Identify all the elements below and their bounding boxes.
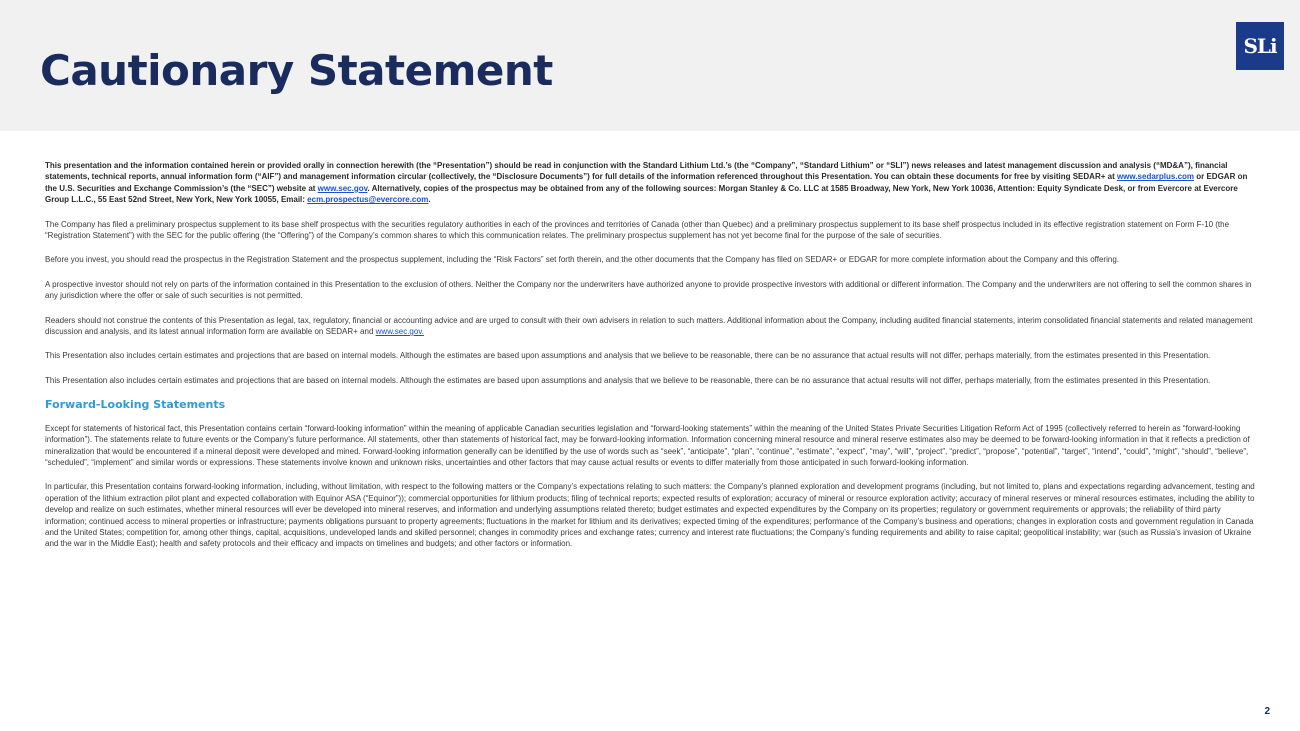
paragraph-forward-looking-intro: Except for statements of historical fact, this Presentation contains certain “forward-looking information” within the meaning of applicable Canadian securities legislation and “forward-looking statements” within the meaning of the United States Private Securities Litigation Reform Act of 1995 (collectively referred to herein as “forward-looking information”). The statements relate to future events or the Company’s future performance. All statements, other than statements of historical fact, may be forward-looking information. Information concerning mineral resource and mineral reserve estimates also may be deemed to be forward-looking information in that it reflects a prediction of mineralization that would be encountered if a mineral deposit were developed and mined. Forward-looking information generally can be identified by the use of words such as “seek”, “anticipate”, “plan”, “continue”, “estimate”, “expect”, “may”, “will”, “project”, “predict”, “propose”, “potential”, “target”, “intend”, “could”, “might”, “should”, “believe”, “scheduled”, “implement” and similar words or expressions. These statements involve known and unknown risks, uncertainties and other factors that may cause actual results or events to differ materially from those anticipated in such forward-looking information. <box>45 423 1250 467</box>
content-body <box>45 160 1258 563</box>
paragraph-prospectus-filing: The Company has filed a preliminary prospectus supplement to its base shelf prospectus with the securities regulatory authorities in each of the provinces and territories of Canada (other than Quebec) and a preliminary prospectus supplement to its base shelf prospectus included in its effective registration statement on Form F-10 (the “Registration Statement”) with the SEC for the public offering (the “Offering”) of the Company’s common shares to which this communication relates. The preliminary prospectus supplement has not yet become final for the purpose of the sale of securities. <box>45 219 1230 241</box>
sec-gov-link[interactable]: www.sec.gov <box>317 183 368 193</box>
sedarplus-link[interactable]: www.sedarplus.com <box>1116 172 1195 182</box>
intro-text-2: or EDGAR on the U.S. Securities and Exchange Commission’s (the “SEC”) website at <box>45 172 1248 193</box>
paragraph-prospective-investor: A prospective investor should not rely on parts of the information contained in this Presentation to the exclusion of others. Neither the Company nor the underwriters have authorized anyone to provide prospective investors with additional or different information. The Company and the underwriters are not offering to sell the common shares in any jurisdiction where the offer or sale of such securities is not permitted. <box>45 279 1252 301</box>
page-title: Cautionary Statement <box>40 46 553 95</box>
forward-looking-heading: Forward-Looking Statements <box>45 398 226 412</box>
intro-paragraph <box>45 160 1258 206</box>
intro-text-1: This presentation and the information contained herein or provided orally in connection herewith (the “Presentation”) should be read in conjunction with the Standard Lithium Ltd.’s (the “Company”, “Standard Lithium” or “SLI”) news releases and latest management discussion and analysis (“MD&A”), financial statements, technical reports, annual information form (“AIF”) and management information circular (collectively, the “Disclosure Documents”) for full details of the information referenced throughout this Presentation. You can obtain these documents for free by visiting SEDAR+ at <box>45 161 1228 182</box>
company-logo: SLi <box>1236 22 1284 70</box>
paragraph-estimates-repeat: This Presentation also includes certain estimates and projections that are based on internal models. Although the estimates are based upon assumptions and analysis that we believe to be reasonable, there can be no assurance that actual results will not differ, perhaps materially, from the estimates presented in this Presentation. <box>45 375 1211 385</box>
paragraph-estimates: This Presentation also includes certain estimates and projections that are based on internal models. Although the estimates are based upon assumptions and analysis that we believe to be reasonable, there can be no assurance that actual results will not differ, perhaps materially, from the estimates presented in this Presentation. <box>45 351 1211 361</box>
paragraph-before-you-invest: Before you invest, you should read the prospectus in the Registration Statement and the prospectus supplement, including the “Risk Factors” set forth therein, and the other documents that the Company has filed on SEDAR+ or EDGAR for more complete information about the Company and this offering. <box>45 255 1119 265</box>
paragraph-forward-looking-particular: In particular, this Presentation contains forward-looking information, including, without limitation, with respect to the following matters or the Company’s expectations relating to such matters: the Company’s planned exploration and development programs (including, but not limited to, plans and expectations regarding advancement, testing and operation of the lithium extraction pilot plant and expected collaboration with Equinor ASA (“Equinor”)); commercial opportunities for lithium products; filing of technical reports; expected results of exploration; accuracy of mineral or resource exploration activity; accuracy of mineral reserves or mineral resources estimates, including the ability to develop and realize on such estimates, whether mineral resources will ever be developed into mineral reserves, and information and underlying assumptions related thereto; budget estimates and expected expenditures by the Company on its properties; regulatory or government requirements or approvals; the reliability of third party information; continued access to mineral properties or infrastructure; payments obligations pursuant to property agreements; fluctuations in the market for lithium and its derivatives; expected timing of the expenditures; performance of the Company’s business and operations; changes in exploration costs and government regulation in Canada and the United States; competition for, among other things, capital, acquisitions, undeveloped lands and skilled personnel; changes in commodity prices and exchange rates; currency and interest rate fluctuations; the Company’s funding requirements and ability to raise capital; geopolitical instability; war (such as Russia’s invasion of Ukraine and the war in the Middle East); health and safety protocols and their efficacy and impacts on timelines and budgets; and other factors or information. <box>45 482 1255 549</box>
evercore-email-link[interactable]: ecm.prospectus@evercore.com <box>307 195 429 205</box>
page-number: 2 <box>1264 706 1270 717</box>
sec-gov-link-2[interactable]: www.sec.gov. <box>375 327 424 337</box>
intro-text-4: . <box>428 195 431 205</box>
paragraph-readers-advice <box>45 315 1258 338</box>
intro-text-3: . Alternatively, copies of the prospectus may be obtained from any of the following sources: Morgan Stanley & Co. LLC at 1585 Broadway, New York, New York 10036, Attention: Equity Syndicate Desk, or from Evercore at Evercore Group L.L.C., 55 East 52nd Street, New York, New York 10055, Email: <box>45 183 1238 205</box>
readers-advice-text: Readers should not construe the contents of this Presentation as legal, tax, regulatory, financial or accounting advice and are urged to consult with their own advisers in relation to such matters. Additional information about the Company, including audited financial statements, interim consolidated financial statements and related management discussion and analysis, and its latest annual information form are available on SEDAR+ and <box>45 315 1253 337</box>
